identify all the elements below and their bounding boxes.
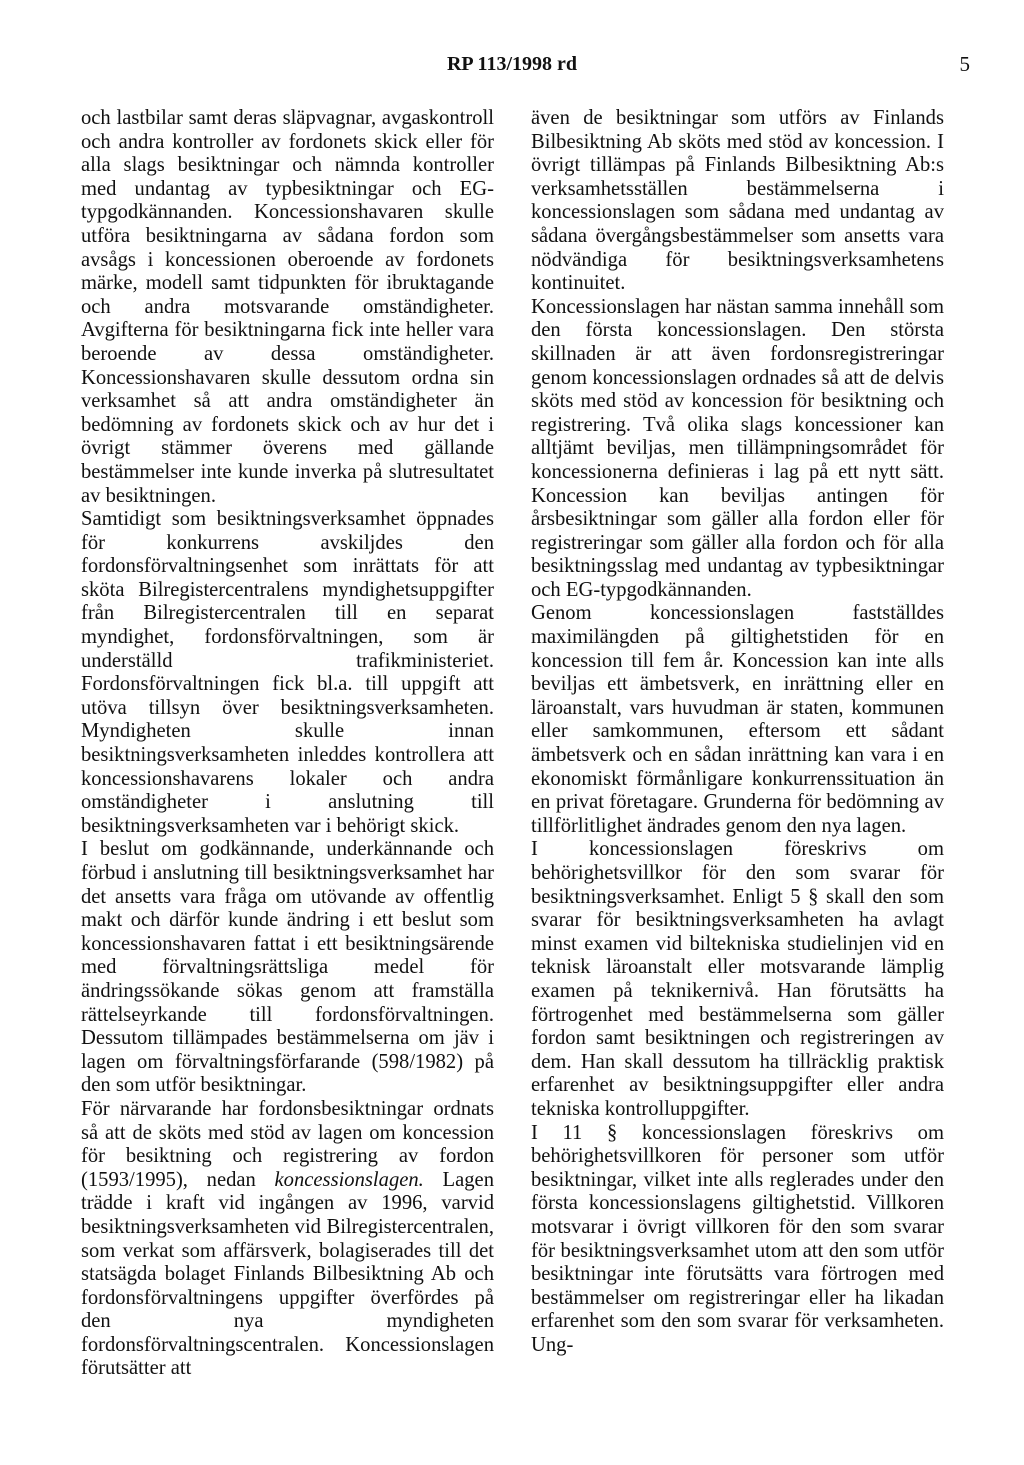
page-number: 5: [959, 52, 970, 76]
paragraph: I koncessionslagen föreskrivs om behörighetsvillkor för den som svarar för besiktningsverksamhet. Enligt 5 § skall den som svarar för besiktningsverksamheten ha avlagt minst examen vid biltekniska studielinjen vid en teknisk läroanstalt eller motsvarande lämplig examen på teknikernivå. Han förutsätts ha förtrogenhet med bestämmelserna som gäller fordon samt besiktningen och registreringen av dem. Han skall dessutom ha tillräcklig praktisk erfarenhet av besiktningsuppgifter eller andra tekniska kontrolluppgifter.: [531, 838, 944, 1120]
paragraph: Samtidigt som besiktningsverksamhet öppnades för konkurrens avskiljdes den fordonsförvaltningsenhet som inrättats för att sköta Bilregistercentralens myndighetsuppgifter från Bilregistercentralen till en separat myndighet, fordonsförvaltningen, som är underställd trafikministeriet. Fordonsförvaltningen fick bl.a. till uppgift att utöva tillsyn över besiktningsverksamheten. Myndigheten skulle innan besiktningsverksamheten inleddes kontrollera att koncessionshavarens lokaler och andra omständigheter i anslutning till besiktningsverksamheten var i behörigt skick.: [81, 508, 494, 837]
document-title: RP 113/1998 rd: [446, 53, 577, 75]
page-header: [0, 50, 1024, 78]
paragraph: och lastbilar samt deras släpvagnar, avgaskontroll och andra kontroller av fordonets skick eller för alla slags besiktningar och nämnda kontroller med undantag av typbesiktningar och EG-typgodkännanden. Koncessionshavaren skulle utföra besiktningarna av sådana fordon som avsågs i koncessionen oberoende av fordonets märke, modell samt tidpunkten för ibruktagande och andra motsvarande omständigheter. Avgifterna för besiktningarna fick inte heller vara beroende av dessa omständigheter. Koncessionshavaren skulle dessutom ordna sin verksamhet så att andra omständigheter än bedömning av fordonets skick och av hur det i övrigt stämmer överens med gällande bestämmelser inte kunde inverka på slutresultatet av besiktningen.: [81, 107, 494, 507]
paragraph-text: Lagen trädde i kraft vid ingången av 1996, varvid besiktningsverksamheten vid Bilregistercentralen, som verkat som affärsverk, bolagiserades till det statsägda bolaget Finlands Bilbesiktning Ab och fordonsförvaltningens uppgifter överfördes på den nya myndigheten fordonsförvaltningscentralen. Koncessionslagen förutsätter att: [81, 1168, 494, 1380]
paragraph: Koncessionslagen har nästan samma innehåll som den första koncessionslagen. Den största skillnaden är att även fordonsregistreringar genom koncessionslagen ordnades så att de delvis sköts med stöd av koncession för besiktning och registrering. Två olika slags koncessioner kan alltjämt beviljas, men tillämpningsområdet för koncessionerna definieras i lag på ett nytt sätt. Koncession kan beviljas antingen för årsbesiktningar som gäller alla fordon eller för registreringar som gäller alla fordon och för alla besiktningsslag med undantag av typbesiktningar och EG-typgodkännanden.: [531, 295, 944, 601]
italic-term: koncessionslagen.: [274, 1168, 424, 1191]
right-column: [531, 107, 944, 1357]
paragraph: Genom koncessionslagen fastställdes maximilängden på giltighetstiden för en koncession till fem år. Koncession kan inte alls beviljas ett ämbetsverk, en inrättning eller en läroanstalt, vars huvudman är staten, kommunen eller samkommunen, eftersom ett sådant ämbetsverk och en sådan inrättning kan vara i en ekonomiskt förmånligare konkurrenssituation än en privat företagare. Grunderna för bedömning av tillförlitlighet ändrades genom den nya lagen.: [531, 602, 944, 837]
paragraph: även de besiktningar som utförs av Finlands Bilbesiktning Ab sköts med stöd av koncession. I övrigt tillämpas på Finlands Bilbesiktning Ab:s verksamhetsställen bestämmelserna i koncessionslagen som sådana med undantag av sådana övergångsbestämmelser som ansetts vara nödvändiga för besiktningsverksamhetens kontinuitet.: [531, 107, 944, 295]
left-column: [81, 107, 494, 1381]
paragraph: I beslut om godkännande, underkännande och förbud i anslutning till besiktningsverksamhet har det ansetts vara fråga om utövande av offentlig makt och därför kunde ändring i ett beslut som koncessionshavaren fattat i ett besiktningsärende med förvaltningsrättsliga medel för ändringssökande sökas genom att framställa rättelseyrkande till fordonsförvaltningen. Dessutom tillämpades bestämmelserna om jäv i lagen om förvaltningsförfarande (598/1982) på den som utför besiktningar.: [81, 838, 494, 1097]
paragraph: I 11 § koncessionslagen föreskrivs om behörighetsvillkoren för personer som utför besiktningar, vilket inte alls reglerades under den första koncessionslagens giltighetstid. Villkoren motsvarar i övrigt villkoren för den som svarar för besiktningsverksamhet utom att den som utför besiktningar inte förutsätts vara förtrogen med bestämmelser om registreringar eller ha likadan erfarenhet som den som svarar för verksamheten. Ung-: [531, 1121, 944, 1356]
paragraph-text: För närvarande har fordonsbesiktningar ordnats så att de sköts med stöd av lagen om koncession för besiktning och registrering av fordon (1593/1995), nedan: [81, 1097, 494, 1191]
paragraph: [81, 1098, 494, 1381]
